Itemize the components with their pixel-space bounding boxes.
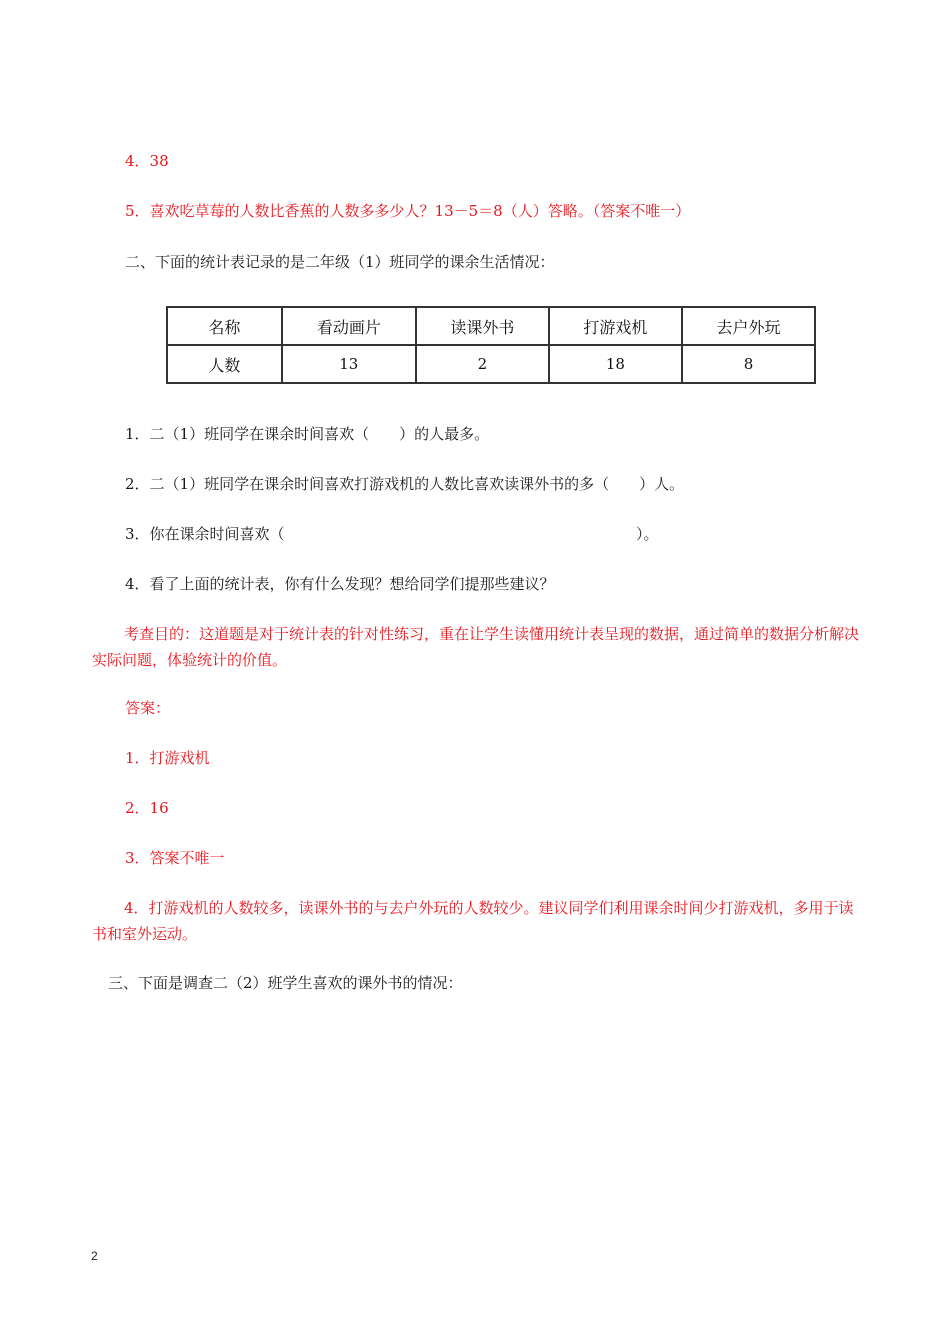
table-row-label: 人数 [167, 345, 282, 383]
question-4: 4．看了上面的统计表，你有什么发现？想给同学们提那些建议？ [125, 575, 555, 593]
table-header-cell: 读课外书 [416, 307, 549, 345]
question-1: 1．二（1）班同学在课余时间喜欢（ ）的人最多。 [125, 425, 490, 443]
table-cell: 18 [549, 345, 682, 383]
answer-label: 答案： [125, 699, 171, 717]
question-3-suffix: ）。 [636, 525, 659, 543]
statistics-table [166, 306, 816, 384]
answer-4-top: 4．38 [125, 152, 169, 170]
page-number: 2 [91, 1249, 98, 1263]
table-cell: 2 [416, 345, 549, 383]
table-cell: 8 [682, 345, 815, 383]
section-2-heading: 二、下面的统计表记录的是二年级（1）班同学的课余生活情况： [125, 253, 555, 271]
table-header-cell: 看动画片 [282, 307, 416, 345]
answer-4: 4．打游戏机的人数较多，读课外书的与去户外玩的人数较少。建议同学们利用课余时间少打游戏机，多用于读书和室外运动。 [92, 899, 854, 943]
answer-1: 1．打游戏机 [125, 749, 210, 767]
answer-3: 3．答案不唯一 [125, 849, 225, 867]
question-2: 2．二（1）班同学在课余时间喜欢打游戏机的人数比喜欢读课外书的多（ ）人。 [125, 475, 685, 493]
table-header-cell: 去户外玩 [682, 307, 815, 345]
table-header-cell: 名称 [167, 307, 282, 345]
table-header-cell: 打游戏机 [549, 307, 682, 345]
table-row [167, 345, 815, 383]
table-cell: 13 [282, 345, 416, 383]
answer-2: 2．16 [125, 799, 169, 817]
answer-5-top: 5．喜欢吃草莓的人数比香蕉的人数多多少人？13－5＝8（人）答略。（答案不唯一） [125, 202, 691, 220]
section-3-heading: 三、下面是调查二（2）班学生喜欢的课外书的情况： [108, 974, 463, 992]
exam-purpose: 考查目的：这道题是对于统计表的针对性练习，重在让学生读懂用统计表呈现的数据，通过简单的数据分析解决实际问题，体验统计的价值。 [92, 625, 860, 669]
table-header-row [167, 307, 815, 345]
question-3-prefix: 3．你在课余时间喜欢（ [125, 525, 285, 543]
